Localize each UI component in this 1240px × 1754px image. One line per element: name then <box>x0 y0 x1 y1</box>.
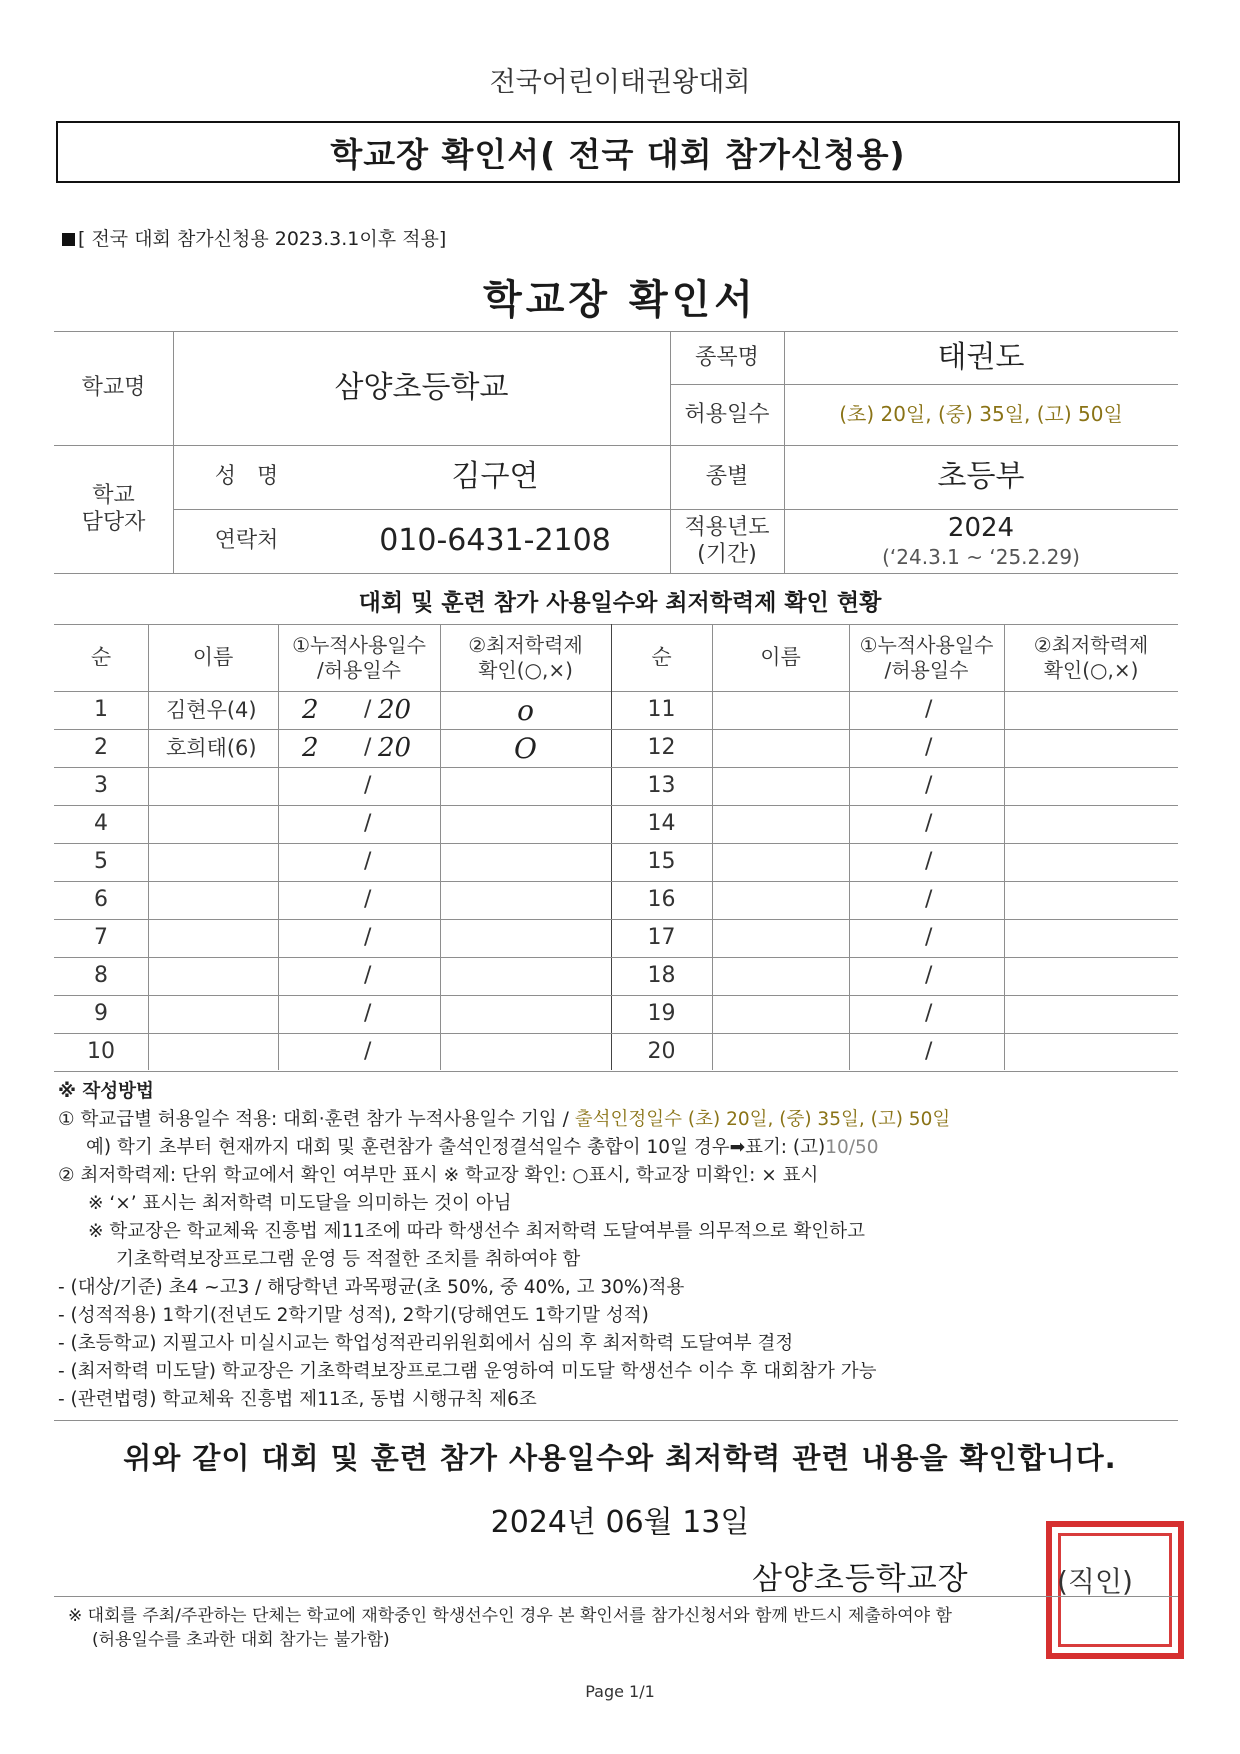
note-1 <box>58 1106 1188 1134</box>
days-cell <box>278 881 440 919</box>
row-number: 18 <box>647 963 676 989</box>
slash-separator: / <box>925 1001 933 1027</box>
academic-check: o <box>517 693 534 727</box>
footer-note <box>68 1604 1148 1652</box>
academic-check <box>1004 1033 1178 1071</box>
page-number: Page 1/1 <box>585 1682 655 1701</box>
athlete-name <box>148 919 278 957</box>
athlete-name <box>712 843 849 881</box>
detail-3: - (초등학교) 지필고사 미실시교는 학업성적관리위원회에서 심의 후 최저학력 도달여부 결정 <box>58 1333 794 1354</box>
principal-name: 삼양초등학교장 <box>752 1561 969 1597</box>
slash-separator: / <box>364 1039 372 1065</box>
header-academic-left: ②최저학력제 확인(○,×) <box>468 632 583 682</box>
sport-label: 종목명 <box>695 344 759 370</box>
days-cell <box>849 881 1004 919</box>
row-number: 19 <box>647 1001 676 1027</box>
row-number: 11 <box>647 697 676 723</box>
footer-line-1: ※ 대회를 주최/주관하는 단체는 학교에 재학중인 학생선수인 경우 본 확인서를 참가신청서와 함께 반드시 제출하여야 함 <box>68 1606 952 1626</box>
athlete-name <box>148 767 278 805</box>
footer-line-2: (허용일수를 초과한 대회 참가는 불가함) <box>92 1630 390 1650</box>
document-title: 학교장 확인서( 전국 대회 참가신청용) <box>330 134 906 174</box>
slash-separator: / <box>925 887 933 913</box>
staff-label: 학교 담당자 <box>81 482 146 535</box>
note-1-example-value: 10/50 <box>825 1137 879 1158</box>
academic-check <box>1004 805 1178 843</box>
row-number: 13 <box>647 773 676 799</box>
allowed-days: 20 <box>378 732 412 763</box>
header-academic-right: ②최저학력제 확인(○,×) <box>1033 632 1149 682</box>
athlete-name <box>712 995 849 1033</box>
academic-check <box>1004 691 1178 729</box>
header-days-right: ①누적사용일수 /허용일수 <box>859 632 994 682</box>
used-days: 2 <box>302 732 319 763</box>
academic-check <box>440 843 611 881</box>
apply-note-text: [ 전국 대회 참가신청용 2023.3.1이후 적용] <box>78 228 447 250</box>
row-number: 14 <box>647 811 676 837</box>
header-days-left: ①누적사용일수 /허용일수 <box>292 632 426 682</box>
slash-separator: / <box>364 963 372 989</box>
slash-separator: / <box>364 697 372 723</box>
days-cell <box>278 767 440 805</box>
sport-value: 태권도 <box>937 339 1025 375</box>
academic-check <box>1004 957 1178 995</box>
academic-check <box>440 957 611 995</box>
days-cell <box>278 995 440 1033</box>
slash-separator: / <box>925 925 933 951</box>
detail-4: - (최저학력 미도달) 학교장은 기초학력보장프로그램 운영하여 미도달 학생선수 이수 후 대회참가 가능 <box>58 1361 877 1382</box>
academic-check <box>440 805 611 843</box>
academic-check <box>1004 919 1178 957</box>
note-2-sub-2b: 기초학력보장프로그램 운영 등 적절한 조치를 취하여야 함 <box>116 1249 581 1270</box>
notes <box>58 1078 1188 1414</box>
row-number: 7 <box>94 925 108 951</box>
academic-check <box>440 995 611 1033</box>
athlete-name: 호희태(6) <box>166 735 257 760</box>
academic-check <box>1004 843 1178 881</box>
allowed-days-label: 허용일수 <box>684 401 770 427</box>
note-2: ② 최저학력제: 단위 학교에서 확인 여부만 표시 ※ 학교장 확인: ○표시, 학교장 미확인: × 표시 <box>58 1165 819 1186</box>
contact-value: 010-6431-2108 <box>379 523 611 559</box>
header-no-right: 순 <box>651 645 672 670</box>
academic-check <box>1004 729 1178 767</box>
slash-separator: / <box>925 811 933 837</box>
days-cell <box>849 995 1004 1033</box>
athlete-name <box>148 843 278 881</box>
header-name-left: 이름 <box>192 645 234 670</box>
athlete-name <box>712 729 849 767</box>
note-1-example <box>58 1134 1188 1162</box>
academic-check <box>440 881 611 919</box>
confirmation-statement: 위와 같이 대회 및 훈련 참가 사용일수와 최저학력 관련 내용을 확인합니다. <box>123 1441 1117 1475</box>
row-number: 5 <box>94 849 108 875</box>
athlete-name <box>712 805 849 843</box>
days-cell <box>849 691 1004 729</box>
used-days: 2 <box>302 694 319 725</box>
slash-separator: / <box>925 963 933 989</box>
slash-separator: / <box>364 811 372 837</box>
division-label: 종별 <box>705 464 749 490</box>
period-value: (‘24.3.1 ~ ‘25.2.29) <box>882 544 1080 569</box>
days-cell <box>278 957 440 995</box>
academic-check <box>1004 995 1178 1033</box>
days-cell <box>849 919 1004 957</box>
athlete-name <box>148 805 278 843</box>
notes-title: ※ 작성방법 <box>58 1081 154 1102</box>
document-title-box <box>56 121 1180 183</box>
note-1-text: ① 학교급별 허용일수 적용: 대회·훈련 참가 누적사용일수 기입 / <box>58 1109 569 1130</box>
athlete-name <box>712 919 849 957</box>
staff-name: 김구연 <box>451 459 539 495</box>
academic-check <box>1004 881 1178 919</box>
days-cell <box>278 1033 440 1071</box>
slash-separator: / <box>364 925 372 951</box>
school-name-label: 학교명 <box>81 375 146 401</box>
academic-check <box>1004 767 1178 805</box>
note-1-highlight: 출석인정일수 (초) 20일, (중) 35일, (고) 50일 <box>574 1109 951 1130</box>
document-date: 2024년 06월 13일 <box>490 1505 750 1540</box>
days-cell <box>278 843 440 881</box>
slash-separator: / <box>364 849 372 875</box>
staff-name-label: 성 명 <box>214 464 279 490</box>
athlete-name <box>148 995 278 1033</box>
days-cell <box>278 805 440 843</box>
row-number: 12 <box>647 735 676 761</box>
row-number: 3 <box>94 773 108 799</box>
athlete-name <box>712 691 849 729</box>
slash-separator: / <box>364 887 372 913</box>
row-number: 15 <box>647 849 676 875</box>
row-number: 6 <box>94 887 108 913</box>
header-name-right: 이름 <box>760 645 801 670</box>
note-1-example-text: 예) 학기 초부터 현재까지 대회 및 훈련참가 출석인정결석일수 총합이 10일 경우➡표기: (고) <box>86 1137 826 1158</box>
days-cell <box>849 1033 1004 1071</box>
athlete-name <box>148 881 278 919</box>
detail-1: - (대상/기준) 초4 ~고3 / 해당학년 과목평균(초 50%, 중 40%, 고 30%)적용 <box>58 1277 685 1298</box>
apply-note <box>62 224 446 251</box>
square-bullet-icon <box>62 233 75 246</box>
allowed-days-value: (초) 20일, (중) 35일, (고) 50일 <box>839 402 1123 426</box>
section-title: 대회 및 훈련 참가 사용일수와 최저학력제 확인 현황 <box>358 590 882 616</box>
row-number: 16 <box>647 887 676 913</box>
school-name: 삼양초등학교 <box>334 370 509 406</box>
slash-separator: / <box>925 697 933 723</box>
days-cell <box>849 957 1004 995</box>
year-cell <box>784 509 1178 573</box>
row-number: 9 <box>94 1001 108 1027</box>
row-number: 2 <box>94 735 108 761</box>
days-cell <box>849 805 1004 843</box>
contact-label: 연락처 <box>214 528 279 554</box>
days-cell <box>849 729 1004 767</box>
detail-2: - (성적적용) 1학기(전년도 2학기말 성적), 2학기(당해연도 1학기말 성적) <box>58 1305 649 1326</box>
slash-separator: / <box>925 849 933 875</box>
athlete-name <box>712 1033 849 1071</box>
event-name: 전국어린이태권왕대회 <box>489 67 751 98</box>
academic-check <box>440 1033 611 1071</box>
academic-check <box>440 767 611 805</box>
slash-separator: / <box>925 773 933 799</box>
academic-check: O <box>514 731 537 765</box>
main-title: 학교장 확인서 <box>483 277 757 323</box>
athlete-name: 김현우(4) <box>166 697 257 722</box>
year-value: 2024 <box>947 513 1015 544</box>
slash-separator: / <box>364 773 372 799</box>
row-number: 4 <box>94 811 108 837</box>
athlete-name <box>712 957 849 995</box>
detail-5: - (관련법령) 학교체육 진흥법 제11조, 동법 시행규칙 제6조 <box>58 1389 537 1410</box>
days-cell <box>278 919 440 957</box>
allowed-days: 20 <box>378 694 412 725</box>
row-number: 17 <box>647 925 676 951</box>
slash-separator: / <box>364 735 372 761</box>
year-label: 적용년도 (기간) <box>684 514 770 567</box>
note-2-sub-2a: ※ 학교장은 학교체육 진흥법 제11조에 따라 학생선수 최저학력 도달여부를 의무적으로 확인하고 <box>88 1221 865 1242</box>
athlete-name <box>148 957 278 995</box>
days-cell <box>278 691 440 729</box>
days-cell <box>849 843 1004 881</box>
slash-separator: / <box>925 735 933 761</box>
slash-separator: / <box>925 1039 933 1065</box>
header-no-left: 순 <box>90 645 112 670</box>
division-value: 초등부 <box>937 459 1025 495</box>
row-number: 1 <box>94 697 108 723</box>
row-number: 20 <box>647 1039 676 1065</box>
athlete-name <box>712 767 849 805</box>
days-cell <box>849 767 1004 805</box>
academic-check <box>440 919 611 957</box>
row-number: 10 <box>87 1039 115 1065</box>
athlete-name <box>148 1033 278 1071</box>
days-cell <box>278 729 440 767</box>
seal-label: (직인) <box>1057 1565 1133 1598</box>
note-2-sub-1: ※ ‘×’ 표시는 최저학력 미도달을 의미하는 것이 아님 <box>88 1193 512 1214</box>
row-number: 8 <box>94 963 108 989</box>
athlete-name <box>712 881 849 919</box>
slash-separator: / <box>364 1001 372 1027</box>
